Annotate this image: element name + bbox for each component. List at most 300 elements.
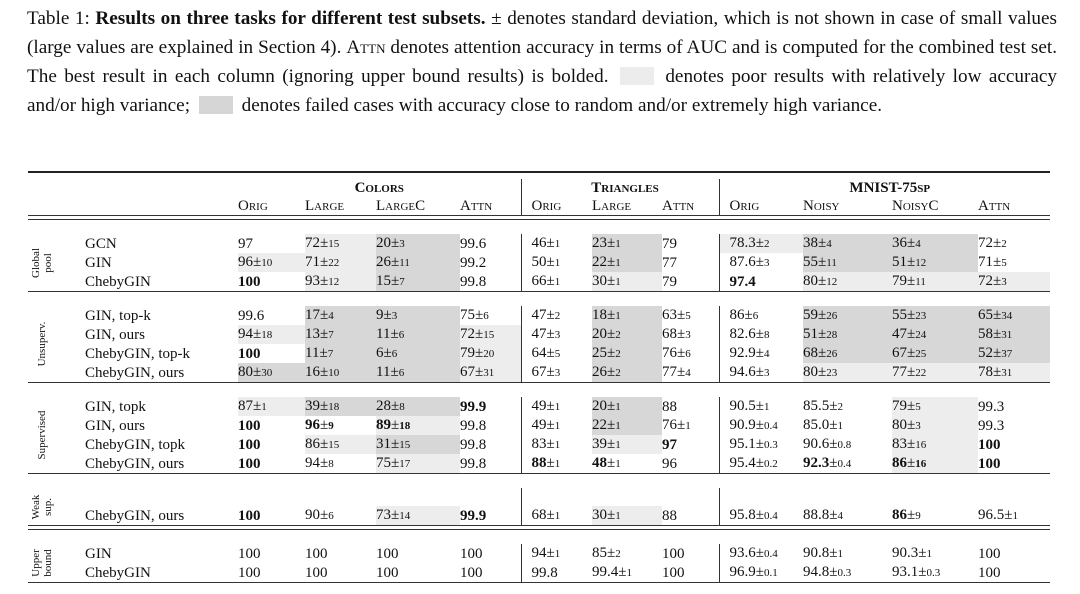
table-row <box>28 397 1050 416</box>
std-value: 14 <box>399 510 411 522</box>
result-value: 22 <box>592 417 607 433</box>
result-value: 100 <box>238 507 261 524</box>
std-value: 23 <box>915 310 927 322</box>
std-value: 1 <box>261 401 267 413</box>
std-value: 1 <box>554 420 561 432</box>
result-cell <box>803 544 892 563</box>
result-value: 93.1 <box>892 564 919 580</box>
result-cell <box>460 435 521 454</box>
result-value: 39 <box>592 436 607 452</box>
plus-minus: ± <box>320 273 329 289</box>
plus-minus: ± <box>546 345 555 361</box>
column-header: Orig <box>521 197 592 216</box>
std-value: 22 <box>328 257 340 269</box>
group-mnist: MNIST-75sp <box>719 179 1050 197</box>
plus-minus: ± <box>755 364 764 380</box>
result-value: 31 <box>376 436 391 452</box>
result-cell <box>662 544 719 563</box>
result-value: 64 <box>531 345 547 361</box>
result-value: 46 <box>531 235 547 251</box>
plus-minus: ± <box>253 326 262 342</box>
std-value: 11 <box>826 257 837 269</box>
result-cell <box>719 397 803 416</box>
result-value: 100 <box>978 564 1001 581</box>
plus-minus: ± <box>907 345 916 361</box>
std-value: 1 <box>615 401 621 413</box>
std-value: 26 <box>826 310 838 322</box>
plus-minus: ± <box>993 345 1002 361</box>
result-cell <box>978 306 1050 325</box>
result-cell <box>719 325 803 344</box>
result-cell <box>376 506 460 526</box>
std-value: 1 <box>837 548 843 560</box>
result-cell <box>978 234 1050 253</box>
std-value: 4 <box>763 348 770 360</box>
std-value: 4 <box>685 367 691 379</box>
plus-minus: ± <box>391 398 400 414</box>
result-value: 97.4 <box>729 273 756 290</box>
std-value: 2 <box>615 348 621 360</box>
plus-minus: ± <box>607 254 616 270</box>
result-value: 100 <box>662 564 685 581</box>
plus-minus: ± <box>829 564 838 580</box>
std-value: 1 <box>685 420 691 432</box>
std-value: 15 <box>328 439 340 451</box>
plus-minus: ± <box>475 345 484 361</box>
result-cell <box>803 325 892 344</box>
plus-minus: ± <box>755 507 764 523</box>
result-value: 17 <box>305 307 320 323</box>
result-cell <box>238 234 305 253</box>
result-value: 90.6 <box>803 436 830 452</box>
plus-minus: ± <box>607 417 616 433</box>
result-cell <box>803 344 892 363</box>
result-cell <box>460 363 521 383</box>
result-cell <box>376 234 460 253</box>
std-value: 1 <box>554 458 561 470</box>
std-value: 30 <box>261 367 273 379</box>
result-value: 47 <box>531 326 547 342</box>
std-value: 3 <box>915 420 921 432</box>
std-value: 1 <box>615 310 621 322</box>
result-value: 86 <box>729 307 745 323</box>
result-cell <box>592 234 662 253</box>
result-cell <box>521 306 592 325</box>
result-value: 88 <box>531 455 547 471</box>
result-value: 88.8 <box>803 507 830 523</box>
result-cell <box>376 397 460 416</box>
result-cell <box>892 306 978 325</box>
plus-minus: ± <box>829 545 838 561</box>
result-cell <box>892 563 978 583</box>
plus-minus: ± <box>607 345 616 361</box>
method-name: GIN <box>85 254 112 271</box>
result-cell <box>662 563 719 583</box>
result-value: 100 <box>238 273 261 290</box>
std-value: 0.4 <box>763 510 778 522</box>
result-value: 90.8 <box>803 545 830 561</box>
plus-minus: ± <box>319 345 328 361</box>
result-value: 99.6 <box>238 307 265 324</box>
table-row <box>28 363 1050 383</box>
std-value: 0.4 <box>837 458 852 470</box>
result-cell <box>719 454 803 474</box>
result-value: 86 <box>892 507 907 523</box>
result-value: 22 <box>592 254 607 270</box>
result-cell <box>521 253 592 272</box>
column-header: Attn <box>662 198 695 214</box>
result-cell <box>592 506 662 526</box>
result-value: 15 <box>376 273 391 289</box>
std-value: 5 <box>685 310 691 322</box>
column-header: Large <box>592 198 632 214</box>
std-value: 5 <box>915 401 921 413</box>
plus-minus: ± <box>744 307 753 323</box>
std-value: 7 <box>399 276 405 288</box>
plus-minus: ± <box>607 273 616 289</box>
plus-minus: ± <box>607 436 616 452</box>
result-cell <box>592 306 662 325</box>
std-value: 1 <box>926 548 932 560</box>
result-value: 49 <box>531 417 547 433</box>
std-value: 1 <box>615 257 621 269</box>
plus-minus: ± <box>907 364 916 380</box>
result-cell <box>521 325 592 344</box>
plus-minus: ± <box>546 398 555 414</box>
std-value: 11 <box>915 276 926 288</box>
result-cell <box>719 306 803 325</box>
result-cell <box>305 454 376 474</box>
result-cell <box>978 397 1050 416</box>
std-value: 1 <box>837 420 843 432</box>
plus-minus: ± <box>818 307 827 323</box>
result-value: 100 <box>978 455 1001 472</box>
plus-minus: ± <box>829 436 838 452</box>
result-value: 100 <box>305 564 328 581</box>
result-cell <box>592 416 662 435</box>
result-cell <box>238 506 305 526</box>
result-value: 20 <box>592 326 607 342</box>
result-cell <box>460 306 521 325</box>
std-value: 3 <box>554 329 561 341</box>
std-value: 1 <box>554 238 561 250</box>
result-value: 75 <box>460 307 475 323</box>
result-value: 79 <box>460 345 475 361</box>
result-value: 93 <box>305 273 320 289</box>
result-value: 97 <box>662 436 677 453</box>
section-label: Supervised <box>36 410 48 460</box>
result-value: 51 <box>803 326 818 342</box>
result-cell <box>719 563 803 583</box>
result-value: 95.1 <box>729 436 756 452</box>
result-cell <box>238 454 305 474</box>
std-value: 1 <box>554 510 561 522</box>
result-value: 49 <box>531 398 547 414</box>
plus-minus: ± <box>607 455 616 471</box>
plus-minus: ± <box>607 545 616 561</box>
result-cell <box>521 363 592 383</box>
std-value: 6 <box>398 329 405 341</box>
plus-minus: ± <box>546 235 555 251</box>
method-name: GIN, top-k <box>85 307 151 324</box>
result-cell <box>978 416 1050 435</box>
std-value: 9 <box>328 420 334 432</box>
result-value: 96 <box>662 455 677 472</box>
result-cell <box>305 506 376 526</box>
result-value: 79 <box>892 273 907 289</box>
plus-minus: ± <box>607 507 616 523</box>
plus-minus: ± <box>546 364 555 380</box>
std-value: 1 <box>554 401 561 413</box>
plus-minus: ± <box>383 345 392 361</box>
result-value: 92.9 <box>729 345 756 361</box>
plus-minus: ± <box>391 417 400 433</box>
result-cell <box>978 506 1050 526</box>
column-header: Orig <box>719 197 803 216</box>
std-value: 0.4 <box>763 548 778 560</box>
table-row <box>28 563 1050 583</box>
result-value: 80 <box>803 364 818 380</box>
result-cell <box>803 397 892 416</box>
result-cell <box>978 563 1050 583</box>
result-cell <box>719 344 803 363</box>
result-value: 87 <box>238 398 253 414</box>
result-cell <box>892 363 978 383</box>
group-triangles: Triangles <box>521 179 719 197</box>
result-cell <box>376 272 460 292</box>
group-header-row <box>28 179 1050 197</box>
result-cell <box>460 544 521 563</box>
result-value: 100 <box>460 564 483 581</box>
result-value: 96 <box>238 254 253 270</box>
result-cell <box>305 544 376 563</box>
section-label-cell <box>28 397 85 474</box>
result-cell <box>305 344 376 363</box>
result-cell <box>305 416 376 435</box>
std-value: 7 <box>327 348 334 360</box>
std-value: 2 <box>763 238 770 250</box>
result-value: 38 <box>803 235 818 251</box>
plus-minus: ± <box>755 398 764 414</box>
result-value: 78 <box>978 364 993 380</box>
std-value: 4 <box>328 310 334 322</box>
result-cell <box>592 563 662 583</box>
plus-minus: ± <box>755 417 764 433</box>
result-value: 68 <box>803 345 818 361</box>
method-name: ChebyGIN, top-k <box>85 345 190 362</box>
caption-text: denotes failed cases with accuracy close to random and/or extremely high variance. <box>236 95 883 116</box>
result-cell <box>662 253 719 272</box>
std-value: 10 <box>261 257 273 269</box>
result-cell <box>521 435 592 454</box>
result-cell <box>892 544 978 563</box>
result-cell <box>238 544 305 563</box>
result-cell <box>376 454 460 474</box>
result-value: 52 <box>978 345 993 361</box>
plus-minus: ± <box>829 455 838 471</box>
std-value: 16 <box>915 439 927 451</box>
result-cell <box>376 344 460 363</box>
result-cell <box>238 397 305 416</box>
result-value: 99.9 <box>460 398 487 415</box>
plus-minus: ± <box>546 254 555 270</box>
result-cell <box>376 253 460 272</box>
result-cell <box>803 363 892 383</box>
table-row <box>28 253 1050 272</box>
result-value: 67 <box>892 345 907 361</box>
result-value: 99.8 <box>460 417 487 434</box>
result-cell <box>662 272 719 292</box>
result-value: 13 <box>305 326 320 342</box>
plus-minus: ± <box>993 326 1002 342</box>
std-value: 25 <box>915 348 927 360</box>
plus-minus: ± <box>320 507 329 523</box>
result-cell <box>892 397 978 416</box>
plus-minus: ± <box>993 254 1002 270</box>
result-value: 99.3 <box>978 417 1005 434</box>
caption-text: denotes attention accuracy in terms of AUC and is computed for the combined test set. The best result in each column (ignoring upper bound results) is bolded. <box>27 37 1057 87</box>
std-value: 2 <box>554 310 561 322</box>
column-header: Attn <box>460 198 493 214</box>
result-cell <box>305 325 376 344</box>
result-value: 11 <box>376 364 391 380</box>
std-value: 10 <box>328 367 340 379</box>
result-value: 100 <box>238 455 261 472</box>
plus-minus: ± <box>253 398 262 414</box>
table-row <box>28 506 1050 526</box>
result-value: 36 <box>892 235 907 251</box>
std-value: 15 <box>328 238 340 250</box>
plus-minus: ± <box>390 326 399 342</box>
plus-minus: ± <box>546 326 555 342</box>
column-header: LargeC <box>376 198 426 214</box>
plus-minus: ± <box>253 364 262 380</box>
result-value: 85.5 <box>803 398 830 414</box>
result-value: 55 <box>892 307 907 323</box>
result-cell <box>592 544 662 563</box>
result-value: 72 <box>305 235 320 251</box>
result-value: 99.8 <box>531 564 558 581</box>
result-value: 100 <box>238 436 261 453</box>
std-value: 12 <box>915 257 927 269</box>
plus-minus: ± <box>907 436 916 452</box>
std-value: 16 <box>915 458 927 470</box>
result-cell <box>803 416 892 435</box>
result-value: 71 <box>305 254 320 270</box>
result-value: 93.6 <box>729 545 756 561</box>
result-value: 65 <box>978 307 993 323</box>
result-cell <box>238 563 305 583</box>
std-value: 0.2 <box>763 458 778 470</box>
std-value: 6 <box>752 310 759 322</box>
result-cell <box>978 454 1050 474</box>
result-value: 9 <box>376 307 384 323</box>
plus-minus: ± <box>607 235 616 251</box>
std-value: 6 <box>328 510 334 522</box>
section-label: Global pool <box>30 247 54 278</box>
result-value: 100 <box>376 545 399 562</box>
result-cell <box>592 253 662 272</box>
plus-minus: ± <box>320 307 329 323</box>
table-row <box>28 325 1050 344</box>
std-value: 2 <box>615 367 621 379</box>
std-value: 6 <box>483 310 489 322</box>
plus-minus: ± <box>755 235 764 251</box>
plus-minus: ± <box>391 273 400 289</box>
result-value: 95.4 <box>729 455 756 471</box>
method-name: ChebyGIN <box>85 564 151 581</box>
std-value: 0.3 <box>837 567 852 579</box>
result-value: 96 <box>305 417 320 433</box>
plus-minus: ± <box>546 507 555 523</box>
plus-minus: ± <box>390 364 399 380</box>
result-value: 99.9 <box>460 507 487 524</box>
table-row <box>28 435 1050 454</box>
std-value: 5 <box>1001 257 1007 269</box>
result-value: 47 <box>531 307 547 323</box>
result-cell <box>892 272 978 292</box>
result-value: 94 <box>531 545 547 561</box>
caption-title: Results on three tasks for different test subsets. <box>95 8 486 29</box>
std-value: 0.1 <box>763 567 778 579</box>
std-value: 6 <box>685 348 691 360</box>
std-value: 2 <box>615 329 621 341</box>
result-value: 67 <box>460 364 475 380</box>
result-cell <box>719 416 803 435</box>
result-cell <box>238 272 305 292</box>
result-cell <box>892 454 978 474</box>
std-value: 28 <box>826 329 838 341</box>
plus-minus: ± <box>677 364 686 380</box>
column-header: Large <box>305 198 345 214</box>
plus-minus: ± <box>320 436 329 452</box>
std-value: 4 <box>915 238 921 250</box>
result-cell <box>662 397 719 416</box>
result-value: 28 <box>376 398 391 414</box>
result-value: 85 <box>592 545 607 561</box>
result-value: 11 <box>305 345 320 361</box>
result-cell <box>662 344 719 363</box>
result-cell <box>521 397 592 416</box>
result-cell <box>719 435 803 454</box>
result-value: 30 <box>592 273 607 289</box>
result-value: 26 <box>376 254 391 270</box>
plus-minus: ± <box>607 326 616 342</box>
result-value: 90.9 <box>729 417 756 433</box>
table-row <box>28 306 1050 325</box>
table-row <box>28 234 1050 253</box>
std-value: 22 <box>915 367 927 379</box>
std-value: 12 <box>826 276 838 288</box>
std-value: 0.8 <box>837 439 852 451</box>
plus-minus: ± <box>829 398 838 414</box>
result-cell <box>803 306 892 325</box>
std-value: 0.3 <box>763 439 778 451</box>
result-value: 82.6 <box>729 326 756 342</box>
result-value: 90.3 <box>892 545 919 561</box>
result-value: 16 <box>305 364 320 380</box>
result-cell <box>460 272 521 292</box>
plus-minus: ± <box>755 436 764 452</box>
result-cell <box>592 397 662 416</box>
result-value: 80 <box>803 273 818 289</box>
plus-minus: ± <box>918 564 927 580</box>
std-value: 8 <box>399 401 405 413</box>
plus-minus: ± <box>755 345 764 361</box>
table-row <box>28 344 1050 363</box>
table-row <box>28 544 1050 563</box>
result-value: 66 <box>531 273 547 289</box>
